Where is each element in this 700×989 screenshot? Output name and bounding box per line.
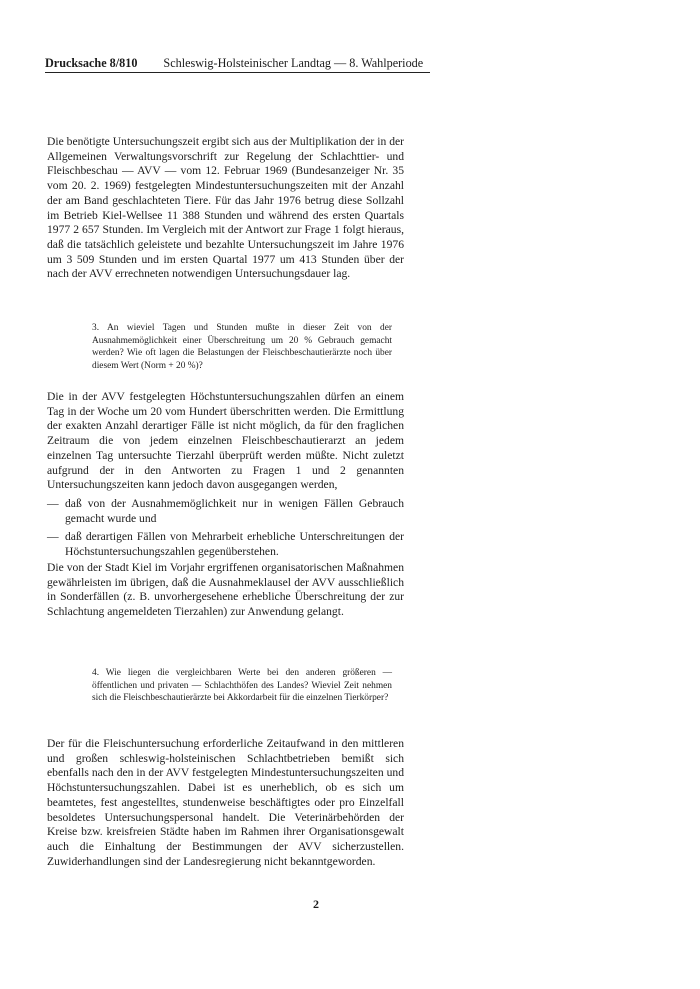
bullet-text-1: daß von der Ausnahmemöglichkeit nur in wenigen Fällen Gebrauch gemacht wurde und (65, 497, 404, 525)
bullet-item-2 (47, 530, 404, 559)
bullet-dash-2: — (47, 530, 59, 543)
page-number: 2 (313, 897, 319, 911)
bullet-text-2: daß derartigen Fällen von Mehrarbeit erhebliche Unterschreitungen der Höchstuntersuchungszahlen gegenüberstehen. (65, 530, 404, 558)
question-3: 3. An wieviel Tagen und Stunden mußte in dieser Zeit von der Ausnahmemöglichkeit einer Überschreitung um 20 % Gebrauch gemacht werden? Wie oft lagen die Belastungen der Fleischbeschautierärzte noch über diesem Wert (Norm + 20 %)? (92, 323, 392, 372)
bullet-item-1 (47, 497, 404, 526)
page-header (45, 56, 465, 71)
bullet-dash-1: — (47, 497, 59, 510)
document-number: Drucksache 8/810 (45, 56, 138, 70)
answer-paragraph-2: Die in der AVV festgelegten Höchstuntersuchungszahlen dürfen an einem Tag in der Woche um 20 vom Hundert überschritten werden. Die Ermittlung der exakten Anzahl derartiger Fälle ist nicht möglich, da für den fraglichen Zeitraum die von jedem einzelnen Fleischbeschautierarzt an jedem einzelnen Tag untersuchte Tierzahl überprüft werden müßte. Nicht zuletzt aufgrund der in den Antworten zu Fragen 1 und 2 genannten Untersuchungszeiten kann jedoch davon ausgegangen werden, (47, 390, 404, 492)
answer-paragraph-3: Die von der Stadt Kiel im Vorjahr ergriffenen organisatorischen Maßnahmen gewährleisten im übrigen, daß die Ausnahmeklausel der AVV ausschließlich in Sonderfällen (z. B. unvorhergesehene erhebliche Überschreitung der zur Schlachtung angemeldeten Tierzahlen) zur Anwendung gelangt. (47, 561, 404, 619)
header-rule (45, 72, 430, 73)
answer-paragraph-4: Der für die Fleischuntersuchung erforderliche Zeitaufwand in den mittleren und großen schleswig-holsteinischen Schlachtbetrieben bemißt sich ebenfalls nach den in der AVV festgelegten Mindestuntersuchungszeiten und Höchstuntersuchungszahlen. Dabei ist es unerheblich, ob es sich um beamtetes, fest angestelltes, stundenweise beschäftigtes oder pro Einzelfall besoldetes Untersuchungspersonal handelt. Die Veterinärbehörden der Kreise bzw. kreisfreien Städte haben im Rahmen ihrer Organisationsgewalt auch die Einhaltung der Bestimmungen der AVV sicherzustellen. Zuwiderhandlungen sind der Landesregierung nicht bekanntgeworden. (47, 737, 404, 868)
question-4: 4. Wie liegen die vergleichbaren Werte bei den anderen größeren — öffentlichen und privaten — Schlachthöfen des Landes? Wieviel Zeit nehmen sich die Fleischbeschautierärzte bei Akkordarbeit für die einzelnen Tierkörper? (92, 668, 392, 704)
header-title: Schleswig-Holsteinischer Landtag — 8. Wahlperiode (163, 56, 424, 70)
answer-paragraph-1: Die benötigte Untersuchungszeit ergibt sich aus der Multiplikation der in der Allgemeinen Verwaltungsvorschrift zur Regelung der Schlachttier- und Fleischbeschau — AVV — vom 12. Februar 1969 (Bundesanzeiger Nr. 35 vom 20. 2. 1969) festgelegten Mindestuntersuchungszeiten mit der Anzahl der am Band geschlachteten Tiere. Für das Jahr 1976 betrug diese Sollzahl im Betrieb Kiel-Wellsee 11 388 Stunden und während des ersten Quartals 1977 2 657 Stunden. Im Vergleich mit der Antwort zur Frage 1 folgt hieraus, daß die tatsächlich geleistete und bezahlte Untersuchungszeit im Jahre 1976 um 3 509 Stunden und im ersten Quartal 1977 um 413 Stunden über der nach der AVV errechneten notwendigen Untersuchungsdauer lag. (47, 135, 404, 281)
